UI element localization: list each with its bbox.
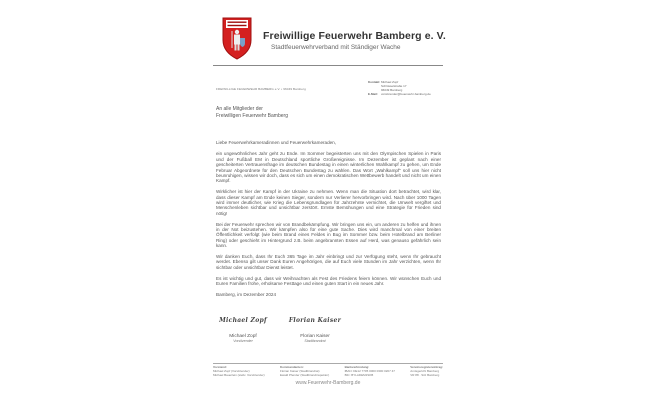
place-date: Bamberg, im Dezember 2024 bbox=[216, 291, 277, 297]
footer-heading: Vorstand: bbox=[213, 365, 227, 369]
signer-name: Florian Kaiser bbox=[300, 334, 330, 339]
contact-row bbox=[368, 92, 431, 96]
footer-column-commanders bbox=[280, 365, 329, 378]
footer-line: Amtsgericht Bamberg bbox=[410, 369, 440, 374]
signature-block-chair bbox=[213, 317, 273, 343]
footer-line: Florian Kaiser (Stadtbrandrat) bbox=[280, 369, 320, 374]
paragraph: Wir danken Euch, dass Ihr Euch 365 Tage im Jahr einbringt und zur Verfügung steht, wenn Ihr gebraucht werdet. Ebenso gilt unser Dank Euren Angehörigen, die auf Euch viele Stunden im Jahr verzichten, wenn Ihr sichtbar oder unsichtbar Dienst leistet. bbox=[216, 254, 441, 270]
footer-heading: Kommandanten: bbox=[280, 365, 304, 369]
paragraph: Wirklicher ist hier der Kampf in der Ukraine zu nehmen. Wenn man die Situation dort betrachtet, wird klar, dass dieser Kampf am Ende keinen Sieger, sondern nur Verlierer hervorbringen wird. Nach über 1000 Tagen wird immer deutlicher, wie Krieg die Lebensgrundlagen für Jahrzehnte vernichtet, die Umwelt vergiftet und Menschenleben sichtbar und unsichtbar zerstört. Ernste Bemühungen und eine Strategie für Frieden sind nötig! bbox=[216, 189, 441, 216]
contact-value: Schlüsselstraße 17 bbox=[381, 84, 407, 88]
sender-return-address: FREIWILLIGE FEUERWEHR BAMBERG e.V. • 96049 Bamberg bbox=[216, 87, 306, 91]
signer-role: Stadtbrandrat bbox=[304, 339, 326, 343]
letter-body bbox=[216, 140, 441, 303]
footer-column-board bbox=[213, 365, 265, 378]
organization-subtitle: Stadtfeuerwehrverband mit Ständiger Wache bbox=[271, 44, 401, 51]
contact-label: Kontakt: bbox=[368, 80, 381, 84]
footer-line: IBAN: DE12 7705 0000 0300 0207 47 bbox=[344, 369, 395, 374]
letter-footer bbox=[213, 365, 443, 378]
salutation: Liebe Feuerwehrkameradinnen und Feuerwehrkameraden, bbox=[216, 140, 337, 145]
contact-label: E-Mail: bbox=[368, 92, 378, 96]
fire-brigade-crest-icon bbox=[221, 16, 253, 60]
signer-name: Michael Zopf bbox=[229, 334, 257, 339]
recipient-address bbox=[216, 106, 288, 119]
signer-role: Vorsitzender bbox=[233, 339, 253, 343]
organization-name: Freiwillige Feuerwehr Bamberg e. V. bbox=[263, 30, 446, 42]
recipient-line-2: Freiwilligen Feuerwehr Bamberg bbox=[216, 112, 288, 119]
letter-page bbox=[213, 0, 446, 400]
contact-value: Michael Zopf bbox=[381, 80, 399, 84]
website-link[interactable]: www.Feuerwehr-Bamberg.de bbox=[295, 380, 361, 386]
handwritten-signature: Florian Kaiser bbox=[288, 317, 342, 324]
footer-divider bbox=[213, 363, 443, 364]
footer-line: Michael Zopf (Vorsitzender) bbox=[213, 369, 250, 374]
footer-line: VR 88 · Sitz Bamberg bbox=[410, 373, 440, 378]
footer-column-bank bbox=[345, 365, 395, 378]
contact-block bbox=[368, 80, 431, 96]
contact-email[interactable]: vorsitzender@feuerwehr-bamberg.de bbox=[381, 92, 431, 96]
handwritten-signature: Michael Zopf bbox=[219, 317, 267, 324]
paragraph: Bei der Feuerwehr sprechen wir von Brandbekämpfung. Wir bringen uns ein, um anderen zu helfen und ihnen in der Not beizustehen. Wir kämpfen also für eine gute Sache. Dies wird manchmal von einer breiten Öffentlichkeit verfolgt (wie beim Brand eines Feldes in Bug im Sommer bzw. beim Hotelbrand am Berliner Ring) oder geschieht im Hintergrund z.B. beim angebrannten Essen auf Herd, was genauso gefährlich sein kann. bbox=[216, 221, 441, 249]
footer-line: BIC: BYLADEM1SKB bbox=[344, 373, 374, 378]
signature-block-commander bbox=[285, 317, 345, 343]
header-divider bbox=[213, 65, 443, 66]
footer-heading: Bankverbindung: bbox=[344, 365, 370, 369]
footer-heading: Vereinsregistereintrag: bbox=[410, 365, 443, 369]
footer-column-register bbox=[410, 365, 443, 378]
footer-line: Michael Bauerlein (stellv. Vorsitzender) bbox=[213, 373, 265, 378]
paragraph: Es ist wichtig und gut, dass wir Weihnachten als Fest des Friedens feiern können. Wir wünschen Euch und Euren Familien frohe, erholsame Festtage und einen guten Start in ein neues Jahr. bbox=[216, 275, 441, 287]
paragraph: ein ungewöhnliches Jahr geht zu Ende. Im Sommer begeisterten uns mit den Olympischen Spielen in Paris und der Fußball EM in Deutschland sportliche Großereignisse. Im Dezember ist geplant nach einer gescheiterten Vertrauensfrage im deutschen Bundestag in einen winterlichen Wahlkampf zu gehen, um Ende Februar Abgeordnete für den Deutschen Bundestag zu wählen. Das Wort „Wahlkampf“ soll uns hier nicht beunruhigen, wissen wir doch, dass es sich um einen demokratischen Wettbewerb handelt und nicht um einen Kampf. bbox=[216, 151, 441, 184]
recipient-line-1: An alle Mitglieder der bbox=[216, 106, 263, 112]
contact-value: 96049 Bamberg bbox=[381, 88, 403, 92]
footer-line: Ewald Pfender (Stadtbrandinspektor) bbox=[280, 373, 330, 378]
